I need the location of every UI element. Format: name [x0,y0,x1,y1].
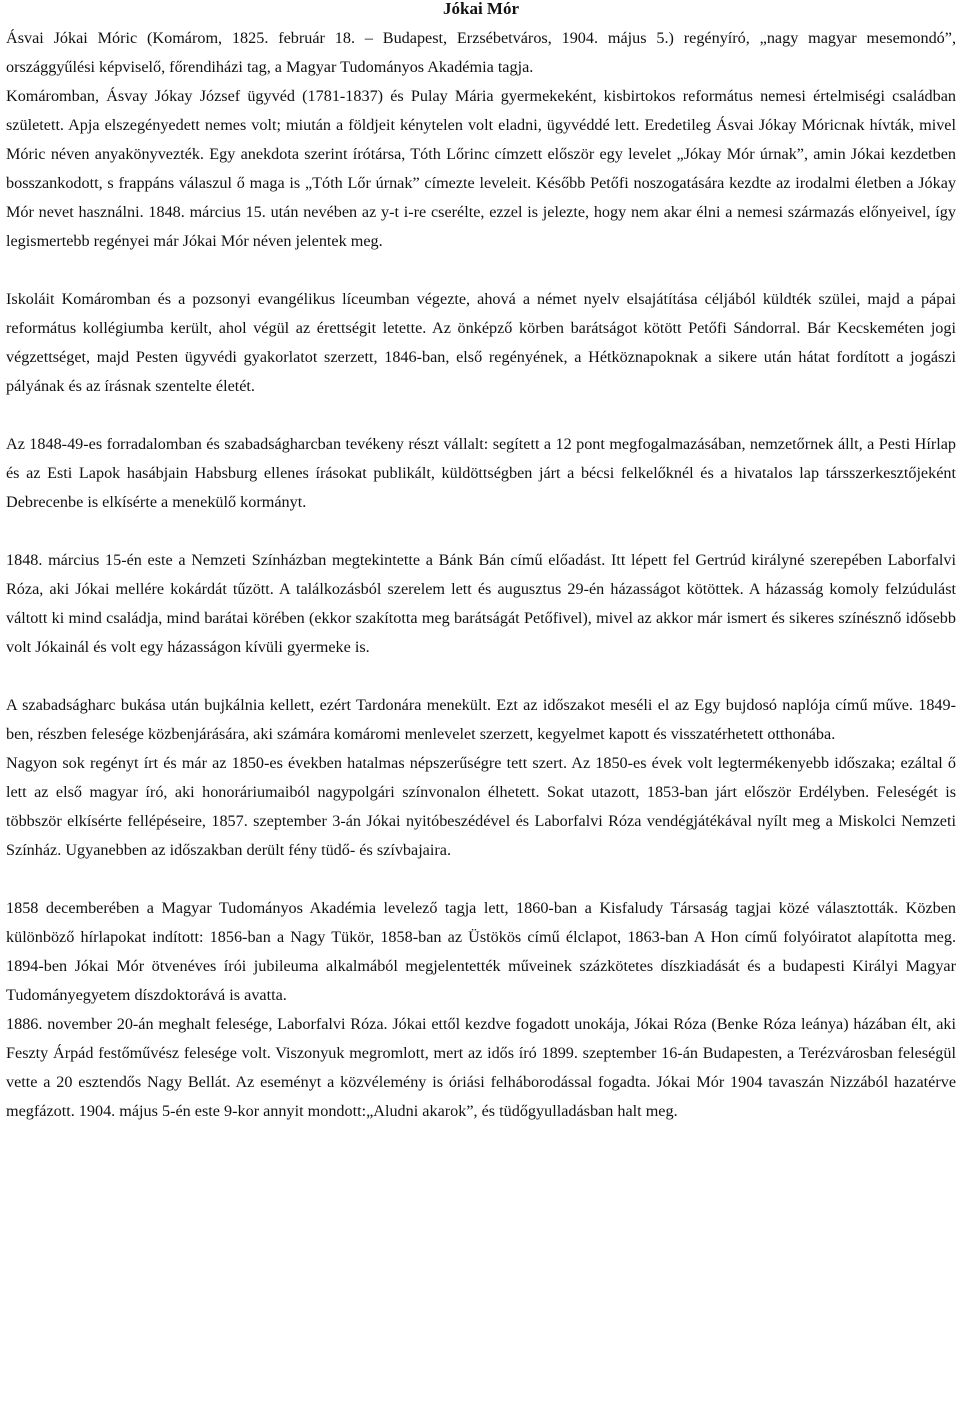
paragraph-family: Komáromban, Ásvay Jókay József ügyvéd (1781-1837) és Pulay Mária gyermekeként, kisbirtokos református nemesi értelmiségi családban született. Apja elszegényedett nemes volt; miután a földjeit kénytelen volt eladni, ügyvéddé lett. Eredetileg Ásvai Jókay Móricnak hívták, mivel Móric néven anyakönyvezték. Egy anekdota szerint írótársa, Tóth Lőrinc címzett először egy levelet „Jókay Mór úrnak”, amin Jókai kezdetben bosszankodott, s frappáns válaszul ő maga is „Tóth Lőr úrnak” címezte leveleit. Később Petőfi noszogatására kezdte az irodalmi életben a Jókay Mór nevet használni. 1848. március 15. után nevében az y-t i-re cserélte, ezzel is jelezte, hogy nem akar élni a nemesi származás előnyeivel, így legismertebb regényei már Jókai Mór néven jelentek meg. [6,87,956,250]
paragraph-hiding: A szabadságharc bukása után bujkálnia kellett, ezért Tardonára menekült. Ezt az időszakot meséli el az Egy bujdosó naplója című műve. 1849-ben, részben felesége közbenjárására, aki számára komáromi menlevelet szerzett, kegyelmet kapott és visszatérhetett otthonába. [6,696,956,743]
document-title: Jókai Mór [442,0,520,18]
paragraph-gap [6,662,956,691]
paragraph-intro: Ásvai Jókai Móric (Komárom, 1825. február 18. – Budapest, Erzsébetváros, 1904. május 5.) regényíró, „nagy magyar mesemondó”, országgyűlési képviselő, főrendiházi tag, a Magyar Tudományos Akadémia tagja. [6,29,956,76]
paragraph-gap [6,865,956,894]
paragraph-marriage: 1848. március 15-én este a Nemzeti Színházban megtekintette a Bánk Bán című előadást. Itt lépett fel Gertrúd királyné szerepében Laborfalvi Róza, aki Jókai mellére kokárdát tűzött. A találkozásból szerelem lett és augusztus 29-én házasságot kötöttek. A házasság komoly felzúdulást váltott ki mind családja, mind barátai körében (ekkor szakította meg barátságát Petőfivel), mivel az akkor már ismert és sikeres színésznő idősebb volt Jókainál és volt egy házasságon kívüli gyermeke is. [6,551,956,656]
paragraph-schools: Iskoláit Komáromban és a pozsonyi evangélikus líceumban végezte, ahová a német nyelv elsajátítása céljából küldték szülei, majd a pápai református kollégiumba került, ahol végül az érettségit letette. Az önképző körben barátságot kötött Petőfi Sándorral. Bár Kecskeméten jogi végzettséget, majd Pesten ügyvédi gyakorlatot szerzett, 1846-ban, első regényének, a Hétköznapoknak a sikere után hátat fordított a jogászi pályának és az írásnak szentelte életét. [6,290,956,395]
paragraph-novels: Nagyon sok regényt írt és már az 1850-es években hatalmas népszerűségre tett szert. Az 1850-es évek volt legtermékenyebb időszaka; ezáltal ő lett az első magyar író, aki honoráriumaiból nagypolgári színvonalon élhetett. Sokat utazott, 1853-ban járt először Erdélyben. Feleségét is többször elkísérte fellépéseire, 1857. szeptember 3-án Jókai nyitóbeszédével és Laborfalvi Róza vendégjátékával nyílt meg a Miskolci Nemzeti Színház. Ugyanebben az időszakban derült fény tüdő- és szívbajaira. [6,754,956,859]
paragraph-gap [6,256,956,285]
paragraph-late-life: 1886. november 20-án meghalt felesége, Laborfalvi Róza. Jókai ettől kezdve fogadott unokája, Jókai Róza (Benke Róza leánya) házában élt, aki Feszty Árpád festőművész felesége volt. Viszonyuk megromlott, mert az idős író 1899. szeptember 16-án Budapesten, a Terézvárosban feleségül vette a 20 esztendős Nagy Bellát. Az eseményt a közvélemény is óriási felháborodással fogadta. Jókai Mór 1904 tavaszán Nizzából hazatérve megfázott. 1904. május 5-én este 9-kor annyit mondott:„Aludni akarok”, és tüdőgyulladásban halt meg. [6,1015,956,1120]
paragraph-revolution: Az 1848-49-es forradalomban és szabadságharcban tevékeny részt vállalt: segített a 12 pont megfogalmazásában, nemzetőrnek állt, a Pesti Hírlap és az Esti Lapok hasábjain Habsburg ellenes írásokat publikált, küldöttségben járt a bécsi felkelőknél és a hivatalos lap társszerkesztőjeként Debrecenbe is elkísérte a menekülő kormányt. [6,435,956,511]
paragraph-gap [6,401,956,430]
paragraph-gap [6,517,956,546]
paragraph-academy: 1858 decemberében a Magyar Tudományos Akadémia levelező tagja lett, 1860-ban a Kisfaludy Társaság tagjai közé választották. Közben különböző hírlapokat indított: 1856-ban a Nagy Tükör, 1858-ban az Üstökös című élclapot, 1863-ban A Hon című folyóiratot alapította meg. 1894-ben Jókai Mór ötvenéves írói jubileuma alkalmából megjelentették műveinek százkötetes díszkiadását és a budapesti Királyi Magyar Tudományegyetem díszdoktorává is avatta. [6,899,956,1004]
document-page [6,0,956,1126]
